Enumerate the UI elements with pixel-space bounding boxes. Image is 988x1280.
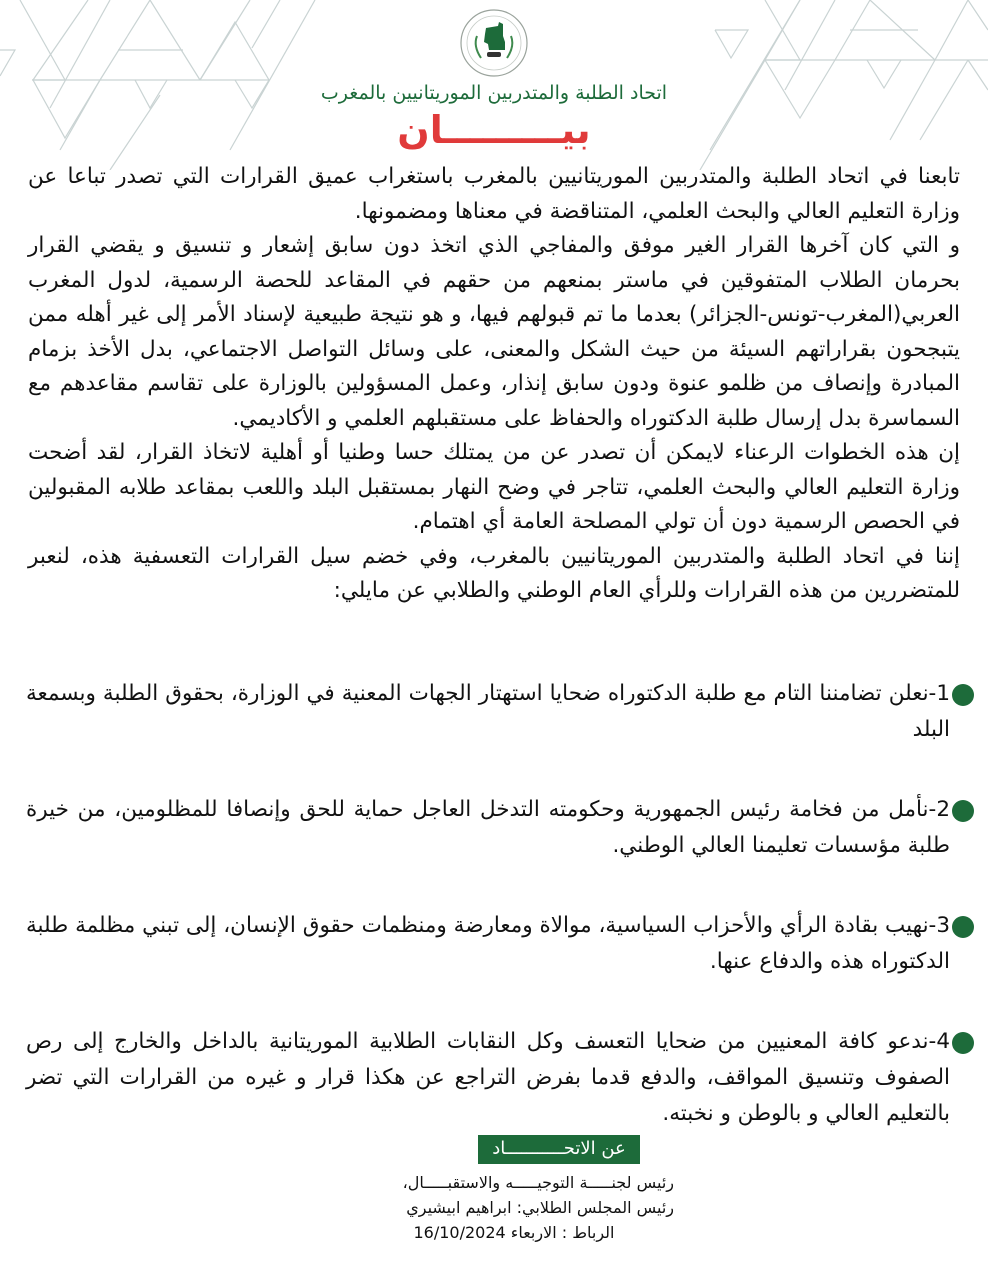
paragraph-critique: إن هذه الخطوات الرعناء لايمكن أن تصدر عن من يمتلك حسا وطنيا أو أهلية لاتخاذ القرار، لقد أضحت وزارة التعليم العالي والبحث العلمي، تتاجر في وضح النهار بمستقبل البلد واللعب بمقاعد طلابه المقبولين في الحصص الرسمية دون أن تولي المصلحة العامة أي اهتمام. <box>28 440 960 534</box>
paragraph-decision: و التي كان آخرها القرار الغير موفق والمفاجي الذي اتخذ دون سابق إشعار و تنسيق و يقضي القرار بحرمان الطلاب المتفوقين في ماستر بمنعهم من حقهم في المقاعد للحصة الرسمية، لدول المغرب العربي(المغرب-تونس-الجزائر) بعدما ما تم قبولهم فيها، و هو نتيجة طبيعية لإسناد الأمر إلى غير أهله ممن يتبجحون بقراراتهم السيئة من حيث الشكل والمعنى، على وسائل التواصل الاجتماعي، بدل الأخذ بزمام المبادرة وإنصاف من ظلمو عنوة ودون سابق إنذار، وعمل المسؤولين بالوزارة على تقاسم مقاعدهم مع السماسرة بدل إرسال طلبة الدكتوراه والحفاظ على مستقبلهم العلمي و الأكاديمي. <box>28 233 960 431</box>
green-bullet-icon <box>952 684 974 706</box>
signature-block <box>0 1135 988 1246</box>
letterhead <box>0 8 988 150</box>
signatory-title: رئيس لجنـــــة التوجيـــــه والاستقبـــــال، <box>402 1173 674 1192</box>
green-bullet-icon <box>952 1032 974 1054</box>
list-item-text: 3-نهيب بقادة الرأي والأحزاب السياسية، موالاة ومعارضة ومنظمات حقوق الإنسان، إلى تبني مظلمة طلبة الدكتوراه هذه والدفاع عنها. <box>26 913 950 974</box>
organization-name: اتحاد الطلبة والمتدربين الموريتانيين بالمغرب <box>320 82 668 104</box>
list-item <box>14 676 974 748</box>
list-item <box>14 908 974 980</box>
list-item <box>14 792 974 864</box>
place-and-date: الرباط : الاربعاء 16/10/2024 <box>413 1223 615 1242</box>
document-title: بيـــــــــان <box>397 108 591 152</box>
demands-list <box>14 676 974 1176</box>
signatory <box>354 1170 674 1220</box>
signatory-name: رئيس المجلس الطلابي: ابراهيم ابيشيري <box>406 1198 674 1217</box>
list-item-text: 1-نعلن تضامننا التام مع طلبة الدكتوراه ضحايا استهتار الجهات المعنية في الوزارة، بحقوق الطلبة وبسمعة البلد <box>26 681 950 742</box>
list-item-text: 4-ندعو كافة المعنيين من ضحايا التعسف وكل النقابات الطلابية الموريتانية بالداخل والخارج إلى رص الصفوف وتنسيق المواقف، والدفع قدما بفرض التراجع عن هكذا قرار و غيره من القرارات التي تضر بالتعليم العالي و بالوطن و نخبته. <box>26 1029 950 1126</box>
paragraph-intro: تابعنا في اتحاد الطلبة والمتدربين الموريتانيين بالمغرب باستغراب عميق القرارات التي تصدر تباعا عن وزارة التعليم العالي والبحث العلمي، المتناقضة في معناها ومضمونها. <box>28 164 960 224</box>
paragraph-declaration: إننا في اتحاد الطلبة والمتدربين الموريتانيين بالمغرب، وفي خضم سيل القرارات التعسفية هذه، لنعبر للمتضررين من هذه القرارات وللرأي العام الوطني والطلابي عن مايلي: <box>28 543 960 603</box>
green-bullet-icon <box>952 916 974 938</box>
mauritania-map-emblem-icon <box>459 8 529 78</box>
statement-body <box>28 160 960 609</box>
list-item <box>14 1024 974 1132</box>
list-item-text: 2-نأمل من فخامة رئيس الجمهورية وحكومته التدخل العاجل حماية للحق وإنصافا للمظلومين، من خيرة طلبة مؤسسات تعليمنا العالي الوطني. <box>26 797 950 858</box>
green-bullet-icon <box>952 800 974 822</box>
on-behalf-badge: عن الاتحـــــــــــاد <box>478 1135 640 1164</box>
